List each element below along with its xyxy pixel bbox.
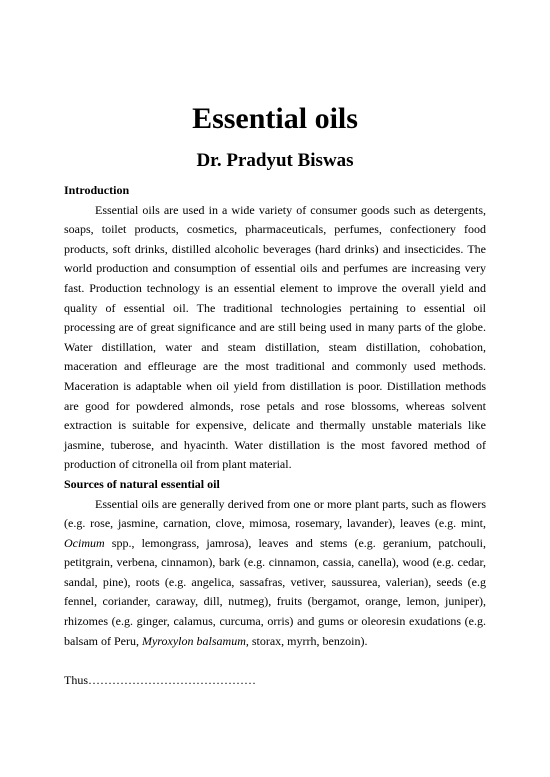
paragraph-italic-term: Ocimum — [64, 535, 105, 550]
paragraph-text-segment: Essential oils are generally derived from one or more plant parts, such as flowers (e.g. rose, jasmine, carnation, clove, mimosa, rosemary, lavander), leaves (e.g. mint, — [64, 496, 486, 531]
paragraph-italic-term: Myroxylon balsamum — [141, 633, 246, 648]
section-heading-introduction: Introduction — [64, 183, 130, 197]
closing-text: Thus…………………………………… — [64, 672, 256, 687]
section-heading-sources: Sources of natural essential oil — [64, 476, 220, 491]
section-paragraph-sources — [64, 495, 486, 652]
document-body — [64, 181, 486, 690]
document-title: Essential oils — [192, 102, 358, 135]
paragraph-spacer — [64, 651, 486, 671]
paragraph-text-segment: spp., lemongrass, jamrosa), leaves and stems (e.g. geranium, patchouli, petitgrain, verbena, cinnamon), bark (e.g. cinnamon, cassia, canella), wood (e.g. cedar, sandal, pine), roots (e.g. angelica, sassafras, vetiver, saussurea, valerian), seeds (e.g fennel, coriander, caraway, dill, nutmeg), fruits (bergamot, orange, lemon, juniper), rhizomes (e.g. ginger, calamus, curcuma, orris) and gums or oleoresin exudations (e.g. balsam of Peru, — [64, 535, 486, 648]
paragraph-text-segment: , storax, myrrh, benzoin). — [245, 633, 368, 648]
document-author: Dr. Pradyut Biswas — [196, 150, 354, 171]
section-paragraph-introduction: Essential oils are used in a wide variety of consumer goods such as detergents, soaps, toilet products, cosmetics, pharmaceuticals, perfumes, confectionery food products, soft drinks, distilled alcoholic beverages (hard drinks) and insecticides. The world production and consumption of essential oils and perfumes are increasing very fast. Production technology is an essential element to improve the overall yield and quality of essential oil. The traditional technologies pertaining to essential oil processing are of great significance and are still being used in many parts of the globe. Water distillation, water and steam distillation, steam distillation, cohobation, maceration and effleurage are the most traditional and commonly used methods. Maceration is adaptable when oil yield from distillation is poor. Distillation methods are good for powdered almonds, rose petals and rose blossoms, whereas solvent extraction is suitable for expensive, delicate and thermally unstable materials like jasmine, tuberose, and hyacinth. Water distillation is the most favored method of production of citronella oil from plant material. — [64, 202, 486, 472]
